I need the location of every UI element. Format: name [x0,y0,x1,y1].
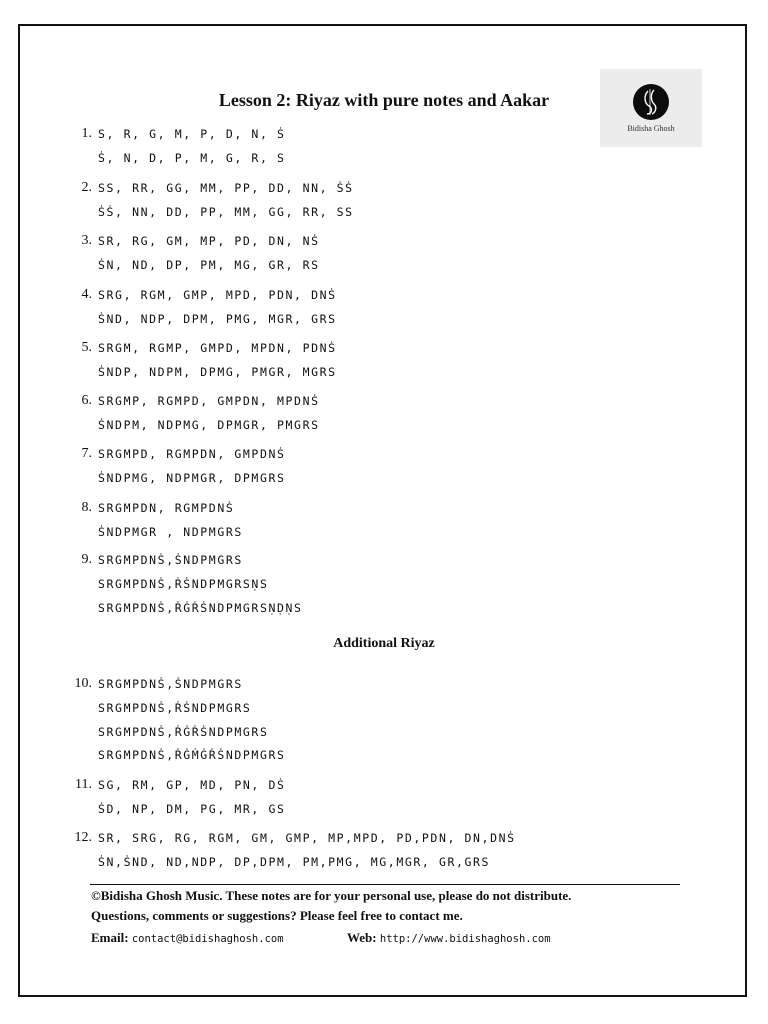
exercise-line: SRG, RGM, GMP, MPD, PDN, DNṠ [98,288,337,302]
logo-name: Bidisha Ghosh [627,124,675,133]
exercise-line: SRGMPDNṠ,ṘṠNDPMGRSṆS [98,577,269,591]
footer-copyright: ©Bidisha Ghosh Music. These notes are for your personal use, please do not distribute. [91,888,572,903]
email-label: Email: [91,930,129,945]
footer-divider [90,884,680,885]
exercise-number: 9. [81,552,92,567]
exercise-line: ṠNDPM, NDPMG, DPMGR, PMGRS [98,418,320,432]
footer-email [91,930,284,946]
exercise-line: SR, RG, GM, MP, PD, DN, NṠ [98,234,320,248]
exercise-line: SRGMPDNṠ,ṘṠNDPMGRS [98,701,252,715]
exercise-line: SRGMPD, RGMPDN, GMPDNṠ [98,447,286,461]
exercise-number: 12. [74,830,92,845]
exercise-line: ṠND, NDP, DPM, PMG, MGR, GRS [98,312,337,326]
page-title: Lesson 2: Riyaz with pure notes and Aakar [218,90,550,110]
exercise-line: ṠNDP, NDPM, DPMG, PMGR, MGRS [98,365,337,379]
logo-mark-icon [633,84,669,120]
exercise-line: SRGMPDN, RGMPDNṠ [98,501,235,515]
exercise-line: ṠN,ṠND, ND,NDP, DP,DPM, PM,PMG, MG,MGR, GR,GRS [98,855,491,869]
logo [600,69,702,147]
web-label: Web: [347,930,377,945]
exercise-line: SRGMPDNṠ,ṘĠṘṠNDPMGRSṆḌṆS [98,601,303,615]
footer-web [347,930,551,946]
exercise-number: 7. [81,446,92,461]
section-heading-additional-riyaz: Additional Riyaz [333,636,435,651]
exercise-number: 5. [81,340,92,355]
exercise-line: SS, RR, GG, MM, PP, DD, NN, ṠṠ [98,181,354,195]
exercise-line: ṠD, NP, DM, PG, MR, GS [98,802,286,816]
exercise-line: SRGMPDNṠ,ṠNDPMGRS [98,677,243,691]
exercise-line: SG, RM, GP, MD, PN, DṠ [98,778,286,792]
exercise-number: 1. [81,126,92,141]
exercise-line: ṠNDPMG, NDPMGR, DPMGRS [98,471,286,485]
exercise-number: 8. [81,500,92,515]
exercise-line: SR, SRG, RG, RGM, GM, GMP, MP,MPD, PD,PDN, DN,DNṠ [98,831,516,845]
exercise-line: ṠN, ND, DP, PM, MG, GR, RS [98,258,320,272]
exercise-line: ṠṠ, NN, DD, PP, MM, GG, RR, SS [98,205,354,219]
exercise-number: 6. [81,393,92,408]
exercise-number: 11. [75,777,92,792]
exercise-number: 10. [74,676,92,691]
exercise-number: 4. [81,287,92,302]
exercise-line: S, R, G, M, P, D, N, Ṡ [98,127,286,141]
exercise-line: SRGM, RGMP, GMPD, MPDN, PDNṠ [98,341,337,355]
exercise-line: Ṡ, N, D, P, M, G, R, S [98,151,286,165]
exercise-line: SRGMPDNṠ,ṠNDPMGRS [98,553,243,567]
exercise-line: ṠNDPMGR , NDPMGRS [98,525,243,539]
exercise-line: SRGMPDNṠ,ṘĠṀĠṘṠNDPMGRS [98,748,286,762]
exercise-line: SRGMPDNṠ,ṘĠṘṠNDPMGRS [98,725,269,739]
exercise-number: 3. [81,233,92,248]
web-link[interactable]: http://www.bidishaghosh.com [379,933,551,945]
exercise-number: 2. [81,180,92,195]
footer-contact-note: Questions, comments or suggestions? Please feel free to contact me. [91,908,463,923]
email-link[interactable]: contact@bidishaghosh.com [131,933,284,945]
exercise-line: SRGMP, RGMPD, GMPDN, MPDNṠ [98,394,320,408]
